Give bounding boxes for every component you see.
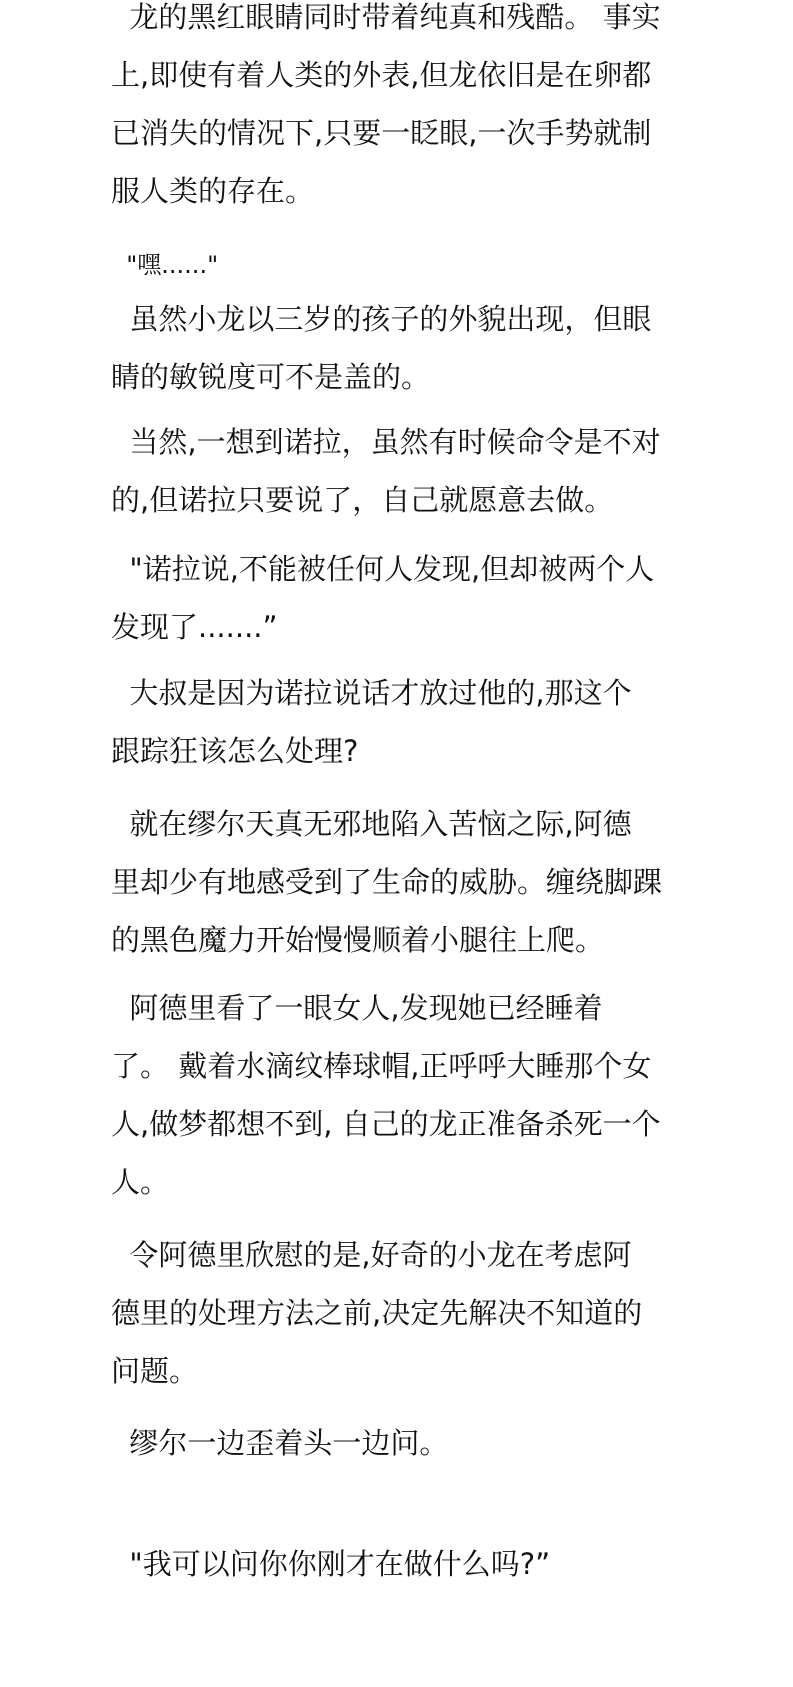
text-line: 人,做梦都想不到, 自己的龙正准备杀死一个 [111, 1107, 661, 1141]
text-line: 当然,一想到诺拉，虽然有时候命令是不对 [111, 425, 661, 459]
text-line: 龙的黑红眼睛同时带着纯真和残酷。 事实 [111, 0, 661, 34]
paragraph [111, 540, 654, 656]
text-line: 缪尔一边歪着头一边问。 [111, 1426, 449, 1460]
paragraph [111, 1535, 550, 1593]
text-line: 令阿德里欣慰的是,好奇的小龙在考虑阿 [111, 1238, 632, 1272]
text-line: 跟踪狂该怎么处理? [111, 734, 359, 768]
text-line: 的黑色魔力开始慢慢顺着小腿往上爬。 [111, 923, 605, 957]
text-line: 已消失的情况下,只要一眨眼,一次手势就制 [111, 116, 652, 150]
text-line: 的,但诺拉只要说了，自己就愿意去做。 [111, 483, 614, 517]
text-line: 人。 [111, 1165, 170, 1199]
paragraph [111, 236, 218, 294]
text-line: 了。 戴着水滴纹棒球帽,正呼呼大睡那个女 [111, 1049, 652, 1083]
paragraph [111, 664, 632, 780]
paragraph [111, 0, 661, 220]
text-line: 发现了.......” [111, 610, 278, 644]
paragraph [111, 795, 662, 969]
text-line: 上,即使有着人类的外表,但龙依旧是在卵都 [111, 58, 652, 92]
text-line: 问题。 [111, 1354, 199, 1388]
text-line: 大叔是因为诺拉说话才放过他的,那这个 [111, 676, 632, 710]
text-line: "诺拉说,不能被任何人发现,但却被两个人 [111, 552, 655, 586]
paragraph [111, 1226, 642, 1400]
text-line: "我可以问你你刚才在做什么吗?” [111, 1547, 551, 1581]
paragraph [111, 1414, 448, 1472]
paragraph [111, 290, 651, 406]
text-line: "嘿......" [111, 251, 219, 279]
paragraph [111, 979, 661, 1211]
text-line: 就在缪尔天真无邪地陷入苦恼之际,阿德 [111, 807, 632, 841]
text-line: 虽然小龙以三岁的孩子的外貌出现，但眼 [111, 302, 652, 336]
text-line: 睛的敏锐度可不是盖的。 [111, 360, 431, 394]
text-line: 服人类的存在。 [111, 174, 315, 208]
paragraph [111, 413, 661, 529]
text-line: 阿德里看了一眼女人,发现她已经睡着 [111, 991, 603, 1025]
text-line: 里却少有地感受到了生命的威胁。缠绕脚踝 [111, 865, 663, 899]
text-line: 德里的处理方法之前,决定先解决不知道的 [111, 1296, 643, 1330]
